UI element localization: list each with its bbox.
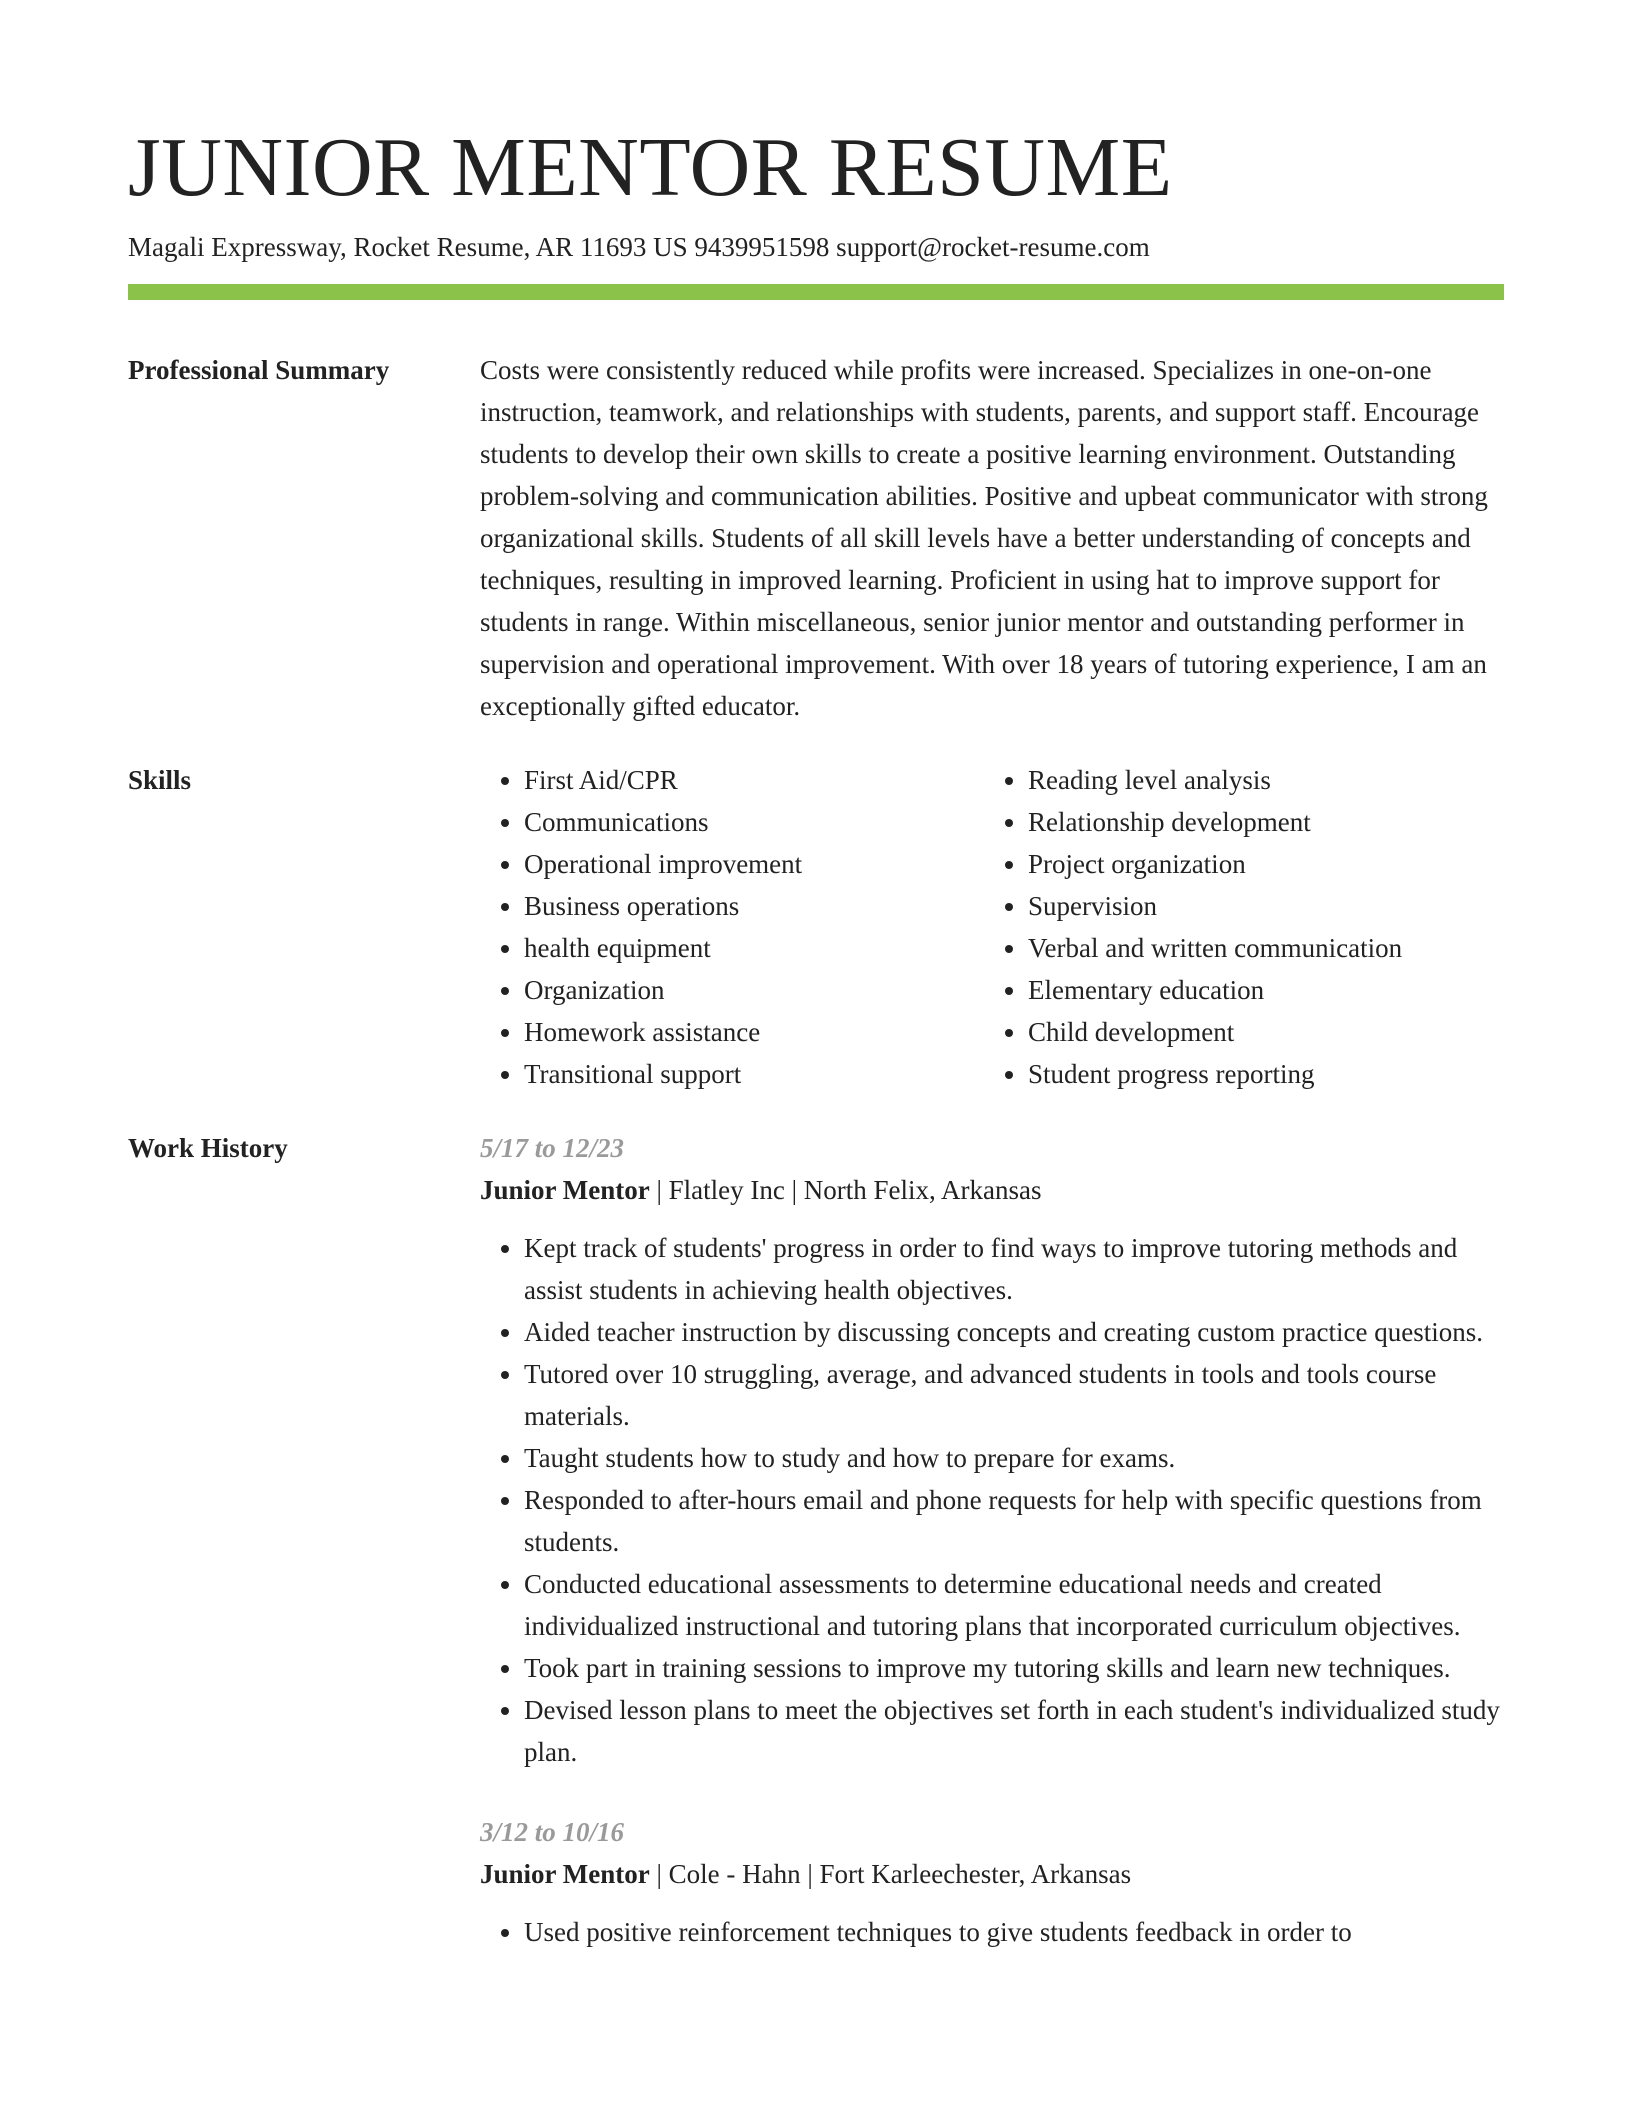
accent-divider bbox=[128, 284, 1504, 300]
skills-list-right bbox=[984, 759, 1508, 1095]
skills-label: Skills bbox=[128, 765, 192, 795]
job-bullet: • Took part in training sessions to improve my tutoring skills and learn new techniques. bbox=[524, 1647, 1504, 1689]
skill-item: • Relationship development bbox=[1028, 801, 1508, 843]
skill-item: • Student progress reporting bbox=[1028, 1053, 1508, 1095]
job-title: Junior Mentor bbox=[480, 1859, 650, 1889]
skill-item: • Project organization bbox=[1028, 843, 1508, 885]
job-bullet: • Aided teacher instruction by discussing concepts and creating custom practice questions. bbox=[524, 1311, 1504, 1353]
skills-list-left bbox=[480, 759, 984, 1095]
skills-columns bbox=[480, 759, 1508, 1095]
skill-item: • Reading level analysis bbox=[1028, 759, 1508, 801]
skill-item: • Transitional support bbox=[524, 1053, 984, 1095]
job-dates: 5/17 to 12/23 bbox=[480, 1133, 625, 1163]
skill-item: • Organization bbox=[524, 969, 984, 1011]
resume-title: JUNIOR MENTOR RESUME bbox=[128, 121, 1173, 214]
skill-item: • Supervision bbox=[1028, 885, 1508, 927]
skill-item: • Verbal and written communication bbox=[1028, 927, 1508, 969]
job-bullet: • Devised lesson plans to meet the objectives set forth in each student's individualized study plan. bbox=[524, 1689, 1504, 1773]
job-entry bbox=[480, 1127, 1504, 1773]
job-bullet: • Used positive reinforcement techniques to give students feedback in order to bbox=[524, 1911, 1504, 1953]
summary-label: Professional Summary bbox=[128, 355, 390, 385]
work-history-section bbox=[128, 1127, 1504, 1991]
summary-section bbox=[128, 349, 1504, 727]
job-heading bbox=[480, 1853, 1504, 1895]
job-details: | Cole - Hahn | Fort Karleechester, Arkansas bbox=[649, 1859, 1132, 1889]
job-entry bbox=[480, 1811, 1504, 1953]
job-bullet: • Kept track of students' progress in order to find ways to improve tutoring methods and assist students in achieving health objectives. bbox=[524, 1227, 1504, 1311]
job-title: Junior Mentor bbox=[480, 1175, 650, 1205]
skill-item: • Operational improvement bbox=[524, 843, 984, 885]
job-heading bbox=[480, 1169, 1504, 1211]
work-history-label: Work History bbox=[128, 1133, 288, 1163]
skill-item: • Business operations bbox=[524, 885, 984, 927]
skill-item: • Homework assistance bbox=[524, 1011, 984, 1053]
job-details: | Flatley Inc | North Felix, Arkansas bbox=[649, 1175, 1042, 1205]
job-bullets bbox=[480, 1911, 1504, 1953]
skill-item: • health equipment bbox=[524, 927, 984, 969]
job-bullet: • Tutored over 10 struggling, average, and advanced students in tools and tools course materials. bbox=[524, 1353, 1504, 1437]
skill-item: • First Aid/CPR bbox=[524, 759, 984, 801]
resume-page bbox=[128, 118, 1504, 1991]
skills-section bbox=[128, 759, 1504, 1095]
summary-text: Costs were consistently reduced while profits were increased. Specializes in one-on-one instruction, teamwork, and relationships with students, parents, and support staff. Encourage students to develop their own skills to create a positive learning environment. Outstanding problem-solving and communication abilities. Positive and upbeat communicator with strong organizational skills. Students of all skill levels have a better understanding of concepts and techniques, resulting in improved learning. Proficient in using hat to improve support for students in range. Within miscellaneous, senior junior mentor and outstanding performer in supervision and operational improvement. With over 18 years of tutoring experience, I am an exceptionally gifted educator. bbox=[480, 355, 1488, 721]
job-bullet: • Conducted educational assessments to determine educational needs and created individualized instructional and tutoring plans that incorporated curriculum objectives. bbox=[524, 1563, 1504, 1647]
skill-item: • Child development bbox=[1028, 1011, 1508, 1053]
contact-line: Magali Expressway, Rocket Resume, AR 11693 US 9439951598 support@rocket-resume.com bbox=[128, 232, 1150, 262]
job-dates: 3/12 to 10/16 bbox=[480, 1817, 625, 1847]
job-bullet: • Responded to after-hours email and phone requests for help with specific questions from students. bbox=[524, 1479, 1504, 1563]
skill-item: • Elementary education bbox=[1028, 969, 1508, 1011]
skill-item: • Communications bbox=[524, 801, 984, 843]
job-bullet: • Taught students how to study and how to prepare for exams. bbox=[524, 1437, 1504, 1479]
job-bullets bbox=[480, 1227, 1504, 1773]
